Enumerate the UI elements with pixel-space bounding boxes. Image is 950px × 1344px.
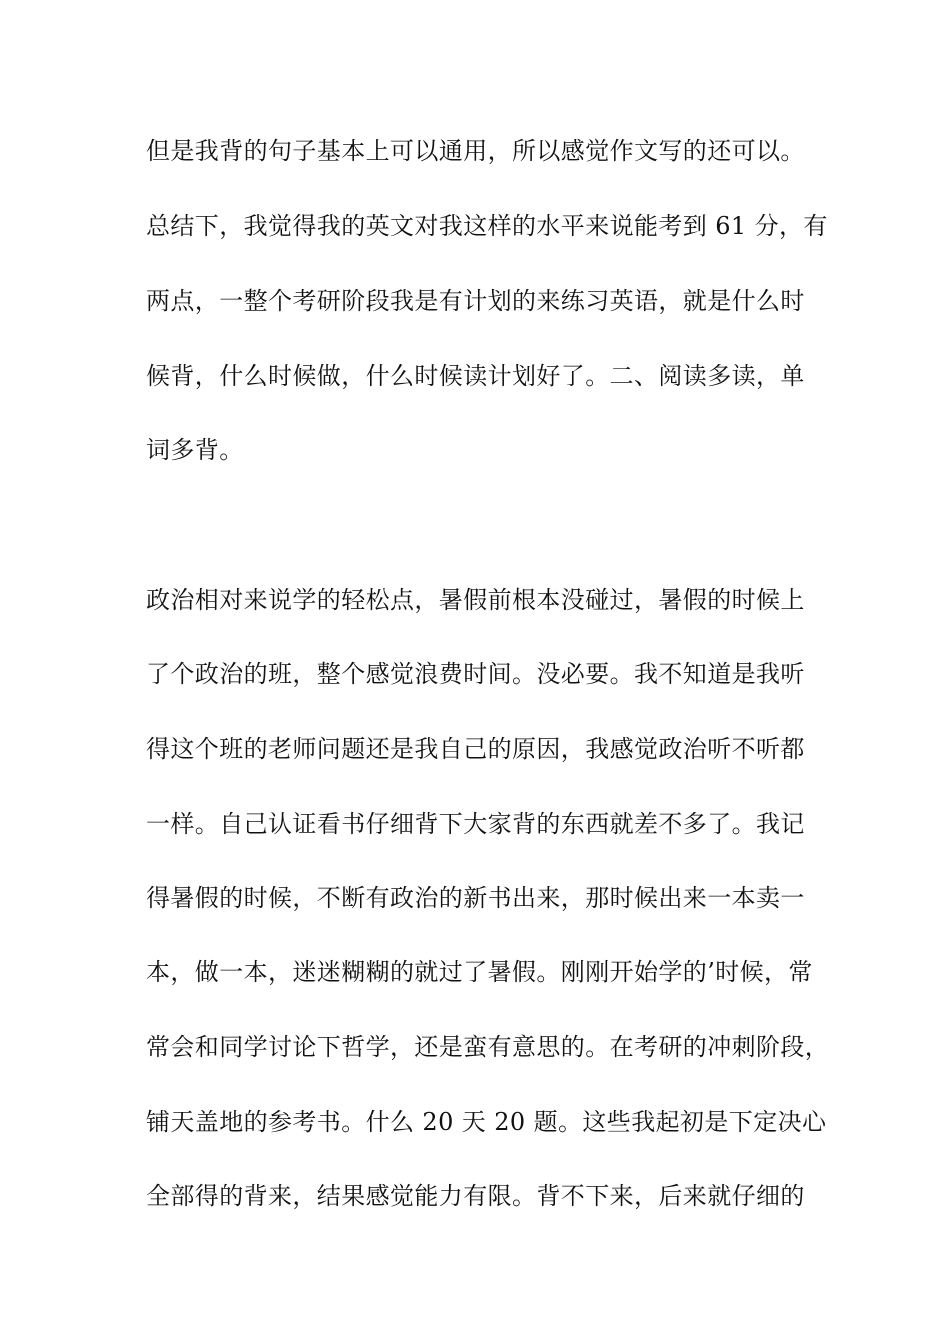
text-line: 候背，什么时候做，什么时候读计划好了。二、阅读多读，单 xyxy=(146,362,805,390)
text-line: 两点，一整个考研阶段我是有计划的来练习英语，就是什么时 xyxy=(146,287,805,315)
text-line: 本，做一本，迷迷糊糊的就过了暑假。刚刚开始学的’时候，常 xyxy=(146,958,813,986)
text-line: 常会和同学讨论下哲学，还是蛮有意思的。在考研的冲刺阶段， xyxy=(146,1033,830,1061)
text-line: 词多背。 xyxy=(146,436,244,464)
text-line: 得暑假的时候，不断有政治的新书出来，那时候出来一本卖一 xyxy=(146,884,805,912)
text-line: 铺天盖地的参考书。什么 20 天 20 题。这些我起初是下定决心 xyxy=(146,1108,827,1136)
text-line: 总结下，我觉得我的英文对我这样的水平来说能考到 61 分，有 xyxy=(146,212,828,240)
text-line: 但是我背的句子基本上可以通用，所以感觉作文写的还可以。 xyxy=(146,137,805,165)
text-line: 政治相对来说学的轻松点，暑假前根本没碰过，暑假的时候上 xyxy=(146,586,805,614)
text-line: 了个政治的班，整个感觉浪费时间。没必要。我不知道是我听 xyxy=(146,660,805,688)
text-line: 一样。自己认证看书仔细背下大家背的东西就差不多了。我记 xyxy=(146,810,805,838)
text-line: 得这个班的老师问题还是我自己的原因，我感觉政治听不听都 xyxy=(146,735,805,763)
text-line: 全部得的背来，结果感觉能力有限。背不下来，后来就仔细的 xyxy=(146,1182,805,1210)
